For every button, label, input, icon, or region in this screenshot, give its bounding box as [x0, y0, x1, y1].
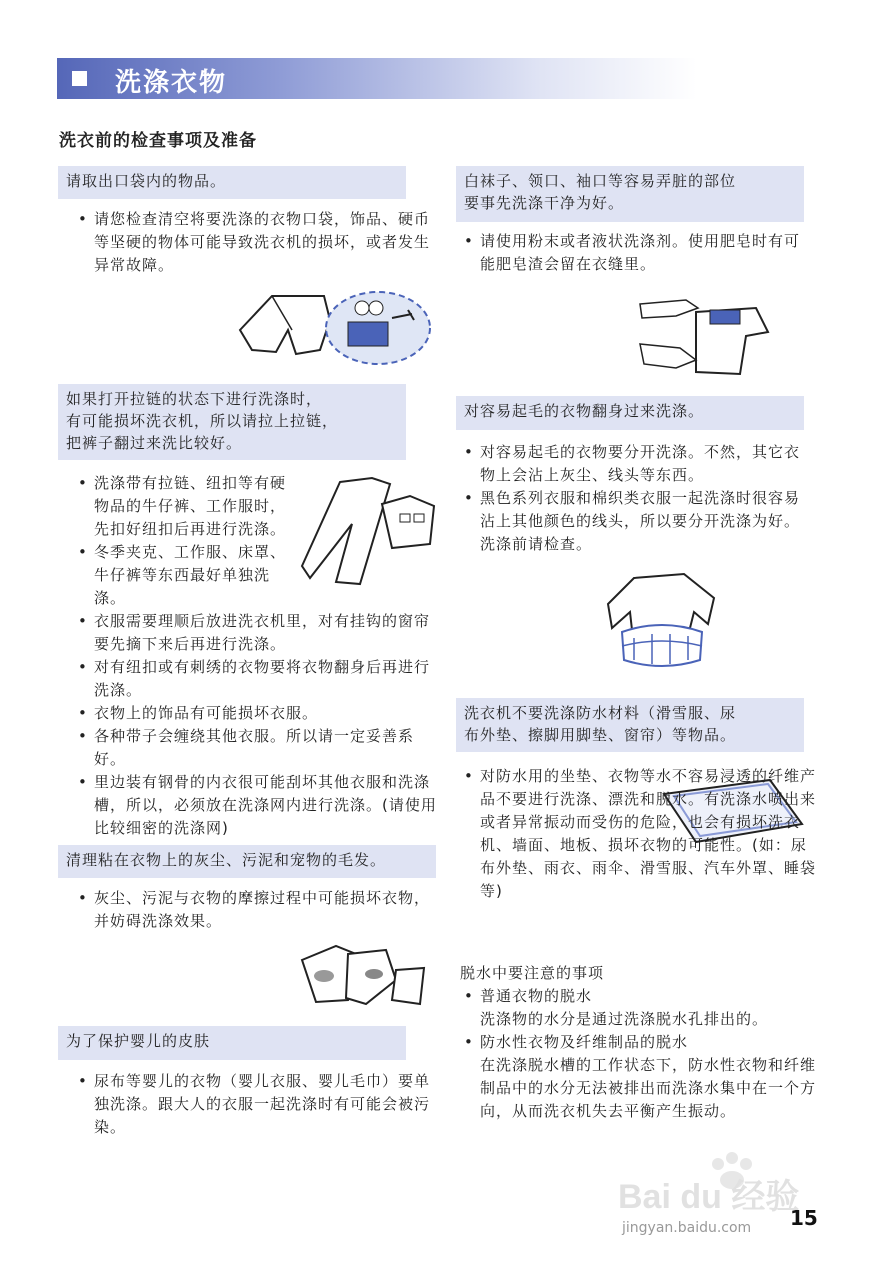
list-item: • 对有纽扣或有刺绣的衣物要将衣物翻身后再进行洗涤。	[76, 656, 440, 702]
list-item	[76, 541, 440, 610]
left-list-zipper	[76, 472, 440, 840]
right-box-waterproof	[456, 698, 804, 752]
left-list-dust	[76, 887, 440, 933]
right-list-lint	[462, 441, 814, 556]
list-item: • 请您检查清空将要洗涤的衣物口袋，饰品、硬币等坚硬的物体可能导致洗衣机的损坏，或者发生异常故障。	[76, 208, 440, 277]
list-item-text: • 对防水用的坐垫、衣物等水不容易浸透的纤维产品不要进行洗涤、漂洗和脱水。有洗涤水喷出来或者异常振动而受伤的危险，也会有损坏洗衣机、墙面、地板、损坏衣物的可能性。(如：尿布外垫、雨衣、雨伞、滑雪服、汽车外罩、睡袋等)	[480, 767, 817, 900]
subheading: 洗衣前的检查事项及准备	[59, 131, 257, 151]
spin-item-title: • 防水性衣物及纤维制品的脱水	[480, 1033, 689, 1051]
left-box-pockets	[58, 166, 406, 199]
right-box-lint	[456, 396, 804, 430]
watermark-url: jingyan.baidu.com	[622, 1220, 752, 1236]
baidu-watermark	[618, 1150, 818, 1224]
list-item: • 衣服需要理顺后放进洗衣机里，对有挂钩的窗帘要先摘下来后再进行洗涤。	[76, 610, 440, 656]
pants-coins-illustration	[232, 290, 432, 372]
list-item: • 各种带子会缠绕其他衣服。所以请一定妥善系好。	[76, 725, 440, 771]
right-list-waterproof	[462, 765, 816, 903]
dirty-clothes-illustration	[296, 940, 430, 1016]
right-box-socks-line: 要事先洗涤干净为好。	[464, 194, 625, 212]
scrubbing-collar-illustration	[636, 292, 772, 380]
right-list-socks	[462, 230, 814, 276]
list-item-text: 洗涤带有拉链、纽扣等有硬物品的牛仔裤、工作服时，先扣好纽扣后再进行洗涤。	[94, 474, 287, 538]
right-box-waterproof-line: 布外垫、擦脚用脚垫、窗帘）等物品。	[464, 726, 737, 744]
left-box-zipper	[58, 384, 406, 460]
left-box-pockets-text: 请取出口袋内的物品。	[66, 172, 227, 190]
list-item	[462, 1031, 832, 1123]
list-item: • 对容易起毛的衣物要分开洗涤。不然，其它衣物上会沾上灰尘、线头等东西。	[462, 441, 814, 487]
list-item-text: • 冬季夹克、工作服、床罩、牛仔裤等东西最好单独洗涤。	[94, 543, 287, 607]
left-box-zipper-line: 如果打开拉链的状态下进行洗涤时，	[66, 390, 323, 408]
list-item: • 里边装有钢骨的内衣很可能刮坏其他衣服和洗涤槽，所以，必须放在洗涤网内进行洗涤。(请使用比较细密的洗涤网)	[76, 771, 440, 840]
list-item: • 尿布等婴儿的衣物（婴儿衣服、婴儿毛巾）要单独洗涤。跟大人的衣服一起洗涤时有可能会被污染。	[76, 1070, 440, 1139]
list-item: • 请使用粉末或者液状洗涤剂。使用肥皂时有可能肥皂渣会留在衣缝里。	[462, 230, 814, 276]
left-box-dust	[58, 845, 436, 878]
list-item	[76, 472, 299, 541]
section-title: 洗涤衣物	[115, 68, 228, 98]
right-box-waterproof-line: 洗衣机不要洗涤防水材料（滑雪服、尿	[464, 704, 737, 722]
left-list-pockets	[76, 208, 440, 277]
left-box-zipper-line: 有可能损坏洗衣机，所以请拉上拉链，	[66, 412, 339, 430]
left-box-baby-text: 为了保护婴儿的皮肤	[66, 1032, 211, 1050]
list-item	[462, 985, 832, 1031]
spin-item-title: • 普通衣物的脱水	[480, 987, 593, 1005]
right-box-lint-text: 对容易起毛的衣物翻身过来洗涤。	[464, 402, 705, 420]
spin-item-text: 洗涤物的水分是通过洗涤脱水孔排出的。	[480, 1010, 769, 1028]
left-box-baby	[58, 1026, 406, 1060]
list-item: • 衣物上的饰品有可能损坏衣服。	[76, 702, 440, 725]
page-number: 15	[790, 1206, 818, 1230]
spin-item-text: 在洗涤脱水槽的工作状态下，防水性衣物和纤维制品中的水分无法被排出而洗涤水集中在一个方向，从而洗衣机失去平衡产生振动。	[480, 1056, 817, 1120]
svg-text:Bai du 经验: Bai du 经验	[618, 1178, 800, 1216]
list-item	[462, 765, 816, 903]
right-box-socks	[456, 166, 804, 222]
left-box-dust-text: 清理粘在衣物上的灰尘、污泥和宠物的毛发。	[66, 851, 387, 869]
section-title-bar	[57, 58, 697, 99]
left-list-baby	[76, 1070, 440, 1139]
list-item: • 灰尘、污泥与衣物的摩擦过程中可能损坏衣物，并妨碍洗涤效果。	[76, 887, 440, 933]
list-item: • 黑色系列衣服和棉织类衣服一起洗涤时很容易沾上其他颜色的线头，所以要分开洗涤为好。洗涤前请检查。	[462, 487, 814, 556]
title-square-icon	[72, 71, 87, 86]
right-list-spin	[462, 985, 832, 1123]
right-box-socks-line: 白袜子、领口、袖口等容易弄脏的部位	[464, 172, 737, 190]
left-box-zipper-line: 把裤子翻过来洗比较好。	[66, 434, 243, 452]
inside-out-sweater-illustration	[604, 568, 720, 672]
spin-title: 脱水中要注意的事项	[460, 964, 605, 982]
